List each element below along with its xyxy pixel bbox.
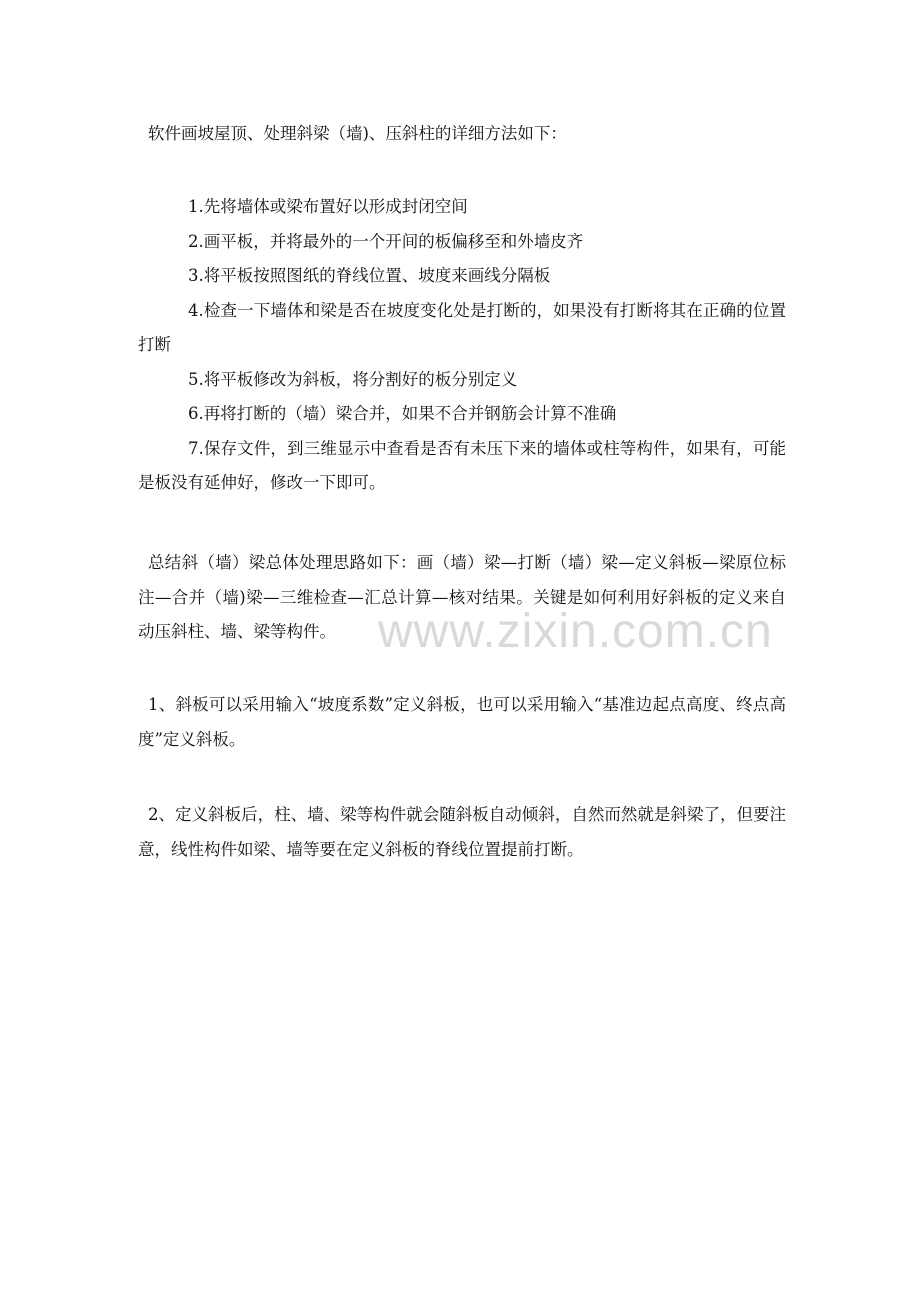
step-item: 5.将平板修改为斜板，将分割好的板分别定义: [188, 369, 518, 389]
step-item: 6.再将打断的（墙）梁合并，如果不合并钢筋会计算不准确: [188, 404, 617, 423]
intro-line: 软件画坡屋顶、处理斜梁（墙)、压斜柱的详细方法如下：: [148, 124, 567, 143]
step-item: 7.保存文件，到三维显示中查看是否有未压下来的墙体或柱等构件，如果有，可能是板没有延伸好，修改一下即可。: [138, 438, 786, 492]
step-item: 3.将平板按照图纸的脊线位置、坡度来画线分隔板: [188, 266, 551, 285]
watermark: www.zixin.com.cn: [378, 605, 773, 658]
note-paragraph-2: 2、定义斜板后，柱、墙、梁等构件就会随斜板自动倾斜，自然而然就是斜梁了，但要注意，线性构件如梁、墙等要在定义斜板的脊线位置提前打断。: [138, 805, 786, 859]
step-item: 4.检查一下墙体和梁是否在坡度变化处是打断的，如果没有打断将其在正确的位置打断: [138, 300, 786, 354]
summary-paragraph: 总结斜（墙）梁总体处理思路如下：画（墙）梁—打断（墙）梁—定义斜板—梁原位标注—合并（墙)梁—三维检查—汇总计算—核对结果。关键是如何利用好斜板的定义来自动压斜柱、墙、梁等构件。: [138, 553, 786, 641]
step-item: 1.先将墙体或梁布置好以形成封闭空间: [188, 197, 468, 216]
step-item: 2.画平板，并将最外的一个开间的板偏移至和外墙皮齐: [188, 231, 584, 251]
note-paragraph-1: 1、斜板可以采用输入“坡度系数”定义斜板，也可以采用输入“基准边起点高度、终点高度”定义斜板。: [138, 695, 786, 749]
steps-list: [138, 190, 786, 501]
